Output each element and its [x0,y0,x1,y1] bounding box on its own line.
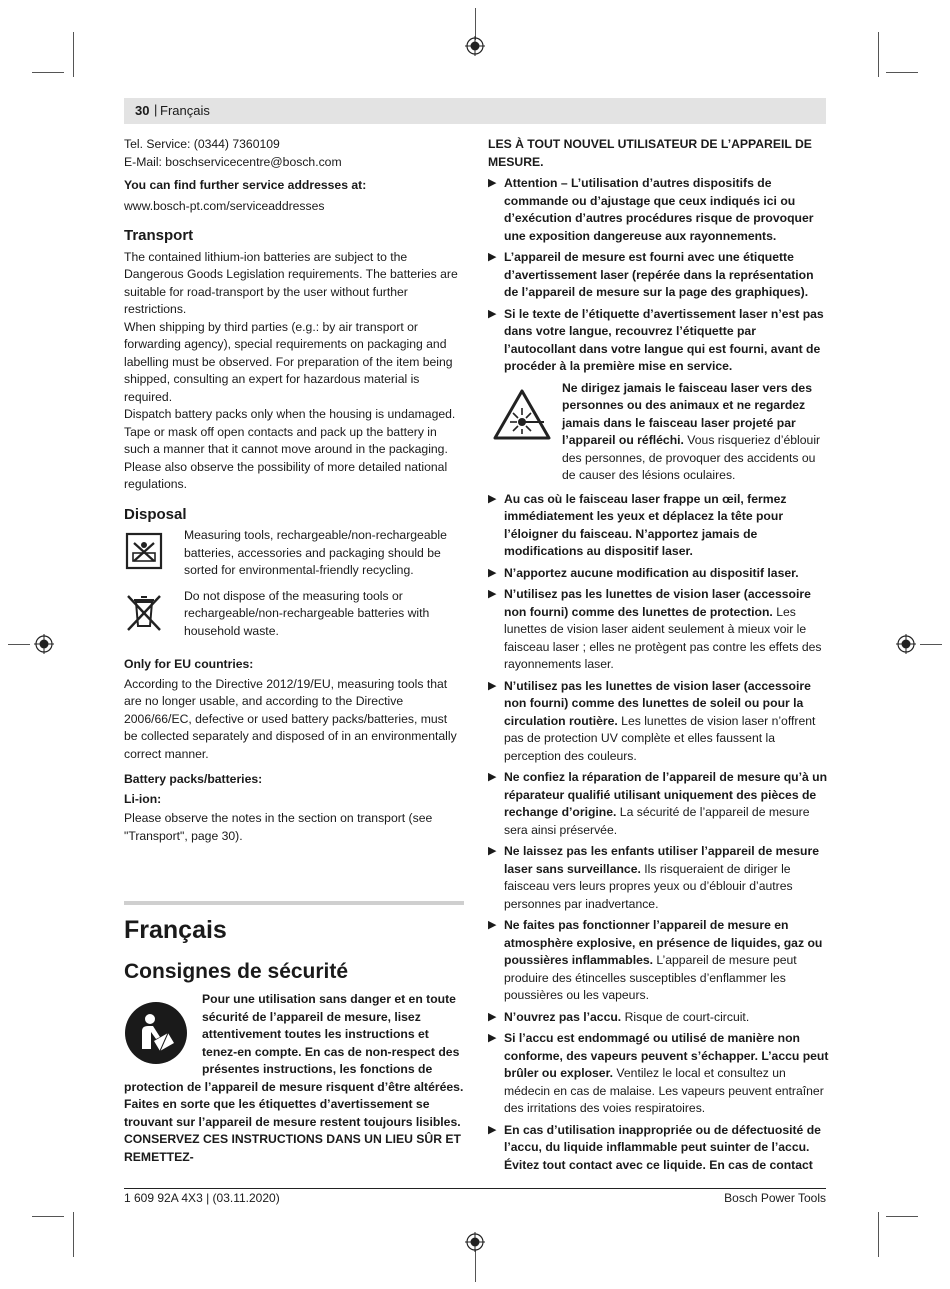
liion-heading: Li-ion: [124,791,162,806]
disposal-waste-text: Do not dispose of the measuring tools or rechargeable/non-rechargeable batteries with household waste. [184,588,430,638]
left-column [124,136,464,1166]
safety-item: ▶ L’appareil de mesure est fourni avec une étiquette d’avertissement laser (repérée dans la représentation de l’appareil de mesure sur la page des graphiques). [488,250,814,299]
header-separator: | [154,102,158,117]
battery-heading: Battery packs/batteries: [124,772,263,786]
safety-item: ▶ Si l’accu est endommagé ou utilisé de manière non conforme, des vapeurs peuvent s’échapper. L’accu peut brûler ou exploser. Ventilez le local et consultez un médecin en cas de malaise. Les vapeurs peuvent entraîner des irritations des voies respiratoires. [488,1031,829,1115]
crop-mark [475,1250,476,1282]
transport-paragraph: Dispatch battery packs only when the housing is undamaged. Tape or mask off open contacts and pack up the battery in such a manner that it cannot move around in the packaging. Please also observe the possibility of more detailed national regulations. [124,407,456,491]
laser-warning-row [488,380,830,485]
registration-mark-icon [34,634,54,654]
safety-intro-block [124,991,464,1166]
disposal-waste-row [124,588,464,645]
footer-rule [124,1188,826,1189]
disposal-recycling-row [124,527,464,584]
disposal-recycling-text: Measuring tools, rechargeable/non-rechargeable batteries, accessories and packaging should be sorted for environmental-friendly recycling. [184,528,447,577]
liion-text: Please observe the notes in the section on transport (see "Transport", page 30). [124,811,433,843]
footer-brand: Bosch Power Tools [724,1191,826,1205]
registration-mark-icon [896,634,916,654]
registration-mark-icon [465,1232,485,1252]
crop-mark [878,32,879,77]
laser-warning-icon [492,388,552,442]
crop-mark [73,1212,74,1257]
header-section: Français [160,103,210,118]
safety-intro-text: Pour une utilisation sans danger et en toute sécurité de l’appareil de mesure, lisez attentivement toutes les instructions et tenez-en compte. En cas de non-respect des présentes instructions, les fonctions de protection de l’appareil de mesure risquent d’être altérées. Faites en sorte que les étiquettes d’avertissement se trouvant sur l’appareil de mesure restent toujours lisibles. CONSERVEZ CES INSTRUCTIONS DANS UN LIEU SÛR ET REMETTEZ- [124,992,464,1164]
safety-item: ▶ Ne laissez pas les enfants utiliser l’appareil de mesure laser sans surveillance. Ils risqueraient de diriger le faisceau vers leurs propres yeux ou d’éblouir d’autres personnes par inadvertance. [488,844,819,911]
service-url: www.bosch-pt.com/serviceaddresses [124,198,325,213]
eu-heading: Only for EU countries: [124,657,254,671]
crop-mark [920,644,942,645]
page-number: 30 [135,103,150,118]
safety-intro-continuation: LES À TOUT NOUVEL UTILISATEUR DE L’APPAREIL DE MESURE. [488,137,812,169]
page-header [124,98,826,124]
crossed-bin-icon [124,592,164,632]
recycling-icon [124,531,164,571]
crop-mark [8,644,30,645]
transport-heading: Transport [124,227,194,244]
right-column [488,136,830,1178]
safety-item: ▶ N’utilisez pas les lunettes de vision laser (accessoire non fourni) comme des lunettes de protection. Les lunettes de vision laser aident seulement à mieux voir le faisceau laser ; elles ne protègent pas contre les effets des rayonnements laser. [488,587,822,671]
service-tel: Tel. Service: (0344) 7360109 [124,137,280,151]
francais-heading: Français [124,916,227,944]
eu-text: According to the Directive 2012/19/EU, measuring tools that are no longer usable, and according to the Directive 2006/66/EC, defective or used battery packs/batteries, must be collected separately and disposed of in an environmentally correct manner. [124,676,457,761]
safety-item: ▶ Ne faites pas fonctionner l’appareil de mesure en atmosphère explosive, en présence de liquides, gaz ou poussières inflammables. L’appareil de mesure peut produire des étincelles susceptibles d’enflammer les poussières ou les vapeurs. [488,918,823,1002]
registration-mark-icon [465,36,485,56]
read-manual-icon [124,1001,188,1065]
safety-item: ▶ Si le texte de l’étiquette d’avertissement laser n’est pas dans votre langue, recouvrez l’étiquette par l’autocollant dans votre langue qui est fourni, avant de procéder à la première mise en service. [488,306,824,373]
crop-mark [878,1212,879,1257]
safety-item: ▶ N’apportez aucune modification au dispositif laser. [488,565,799,580]
safety-item: ▶ Ne confiez la réparation de l’appareil de mesure qu’à un réparateur qualifié utilisant uniquement des pièces de rechange d’origine. La sécurité de l’appareil de mesure sera ainsi préservée. [488,770,828,837]
safety-item: ▶ Au cas où le faisceau laser frappe un œil, fermez immédiatement les yeux et déplacez la tête pour l’éloigner du faisceau. N’apportez jamais de modifications au dispositif laser. [488,491,787,558]
crop-mark [886,1216,918,1217]
crop-mark [32,1216,64,1217]
crop-mark [73,32,74,77]
service-email: E-Mail: boschservicecentre@bosch.com [124,154,342,169]
footer-doc-id: 1 609 92A 4X3 | (03.11.2020) [124,1191,280,1205]
crop-mark [886,72,918,73]
crop-mark [32,72,64,73]
laser-warning-text: Ne dirigez jamais le faisceau laser vers des personnes ou des animaux et ne regardez jamais dans le faisceau laser projeté par l’appareil ou réfléchi. Vous risqueriez d’éblouir des personnes, de provoquer des accidents ou de causer des lésions oculaires. [562,380,821,482]
consignes-heading: Consignes de sécurité [124,960,349,983]
safety-item: ▶ N’utilisez pas les lunettes de vision laser (accessoire non fourni) comme des lunettes de soleil ou pour la circulation routière. Les lunettes de vision laser n’offrent pas de protection UV complète et elles faussent la perception des couleurs. [488,678,816,763]
safety-item: ▶ N’ouvrez pas l’accu. Risque de court-circuit. [488,1009,750,1024]
transport-paragraph: The contained lithium-ion batteries are subject to the Dangerous Goods Legislation requirements. The batteries are suitable for road-transport by the user without further restrictions. [124,249,458,316]
disposal-heading: Disposal [124,505,187,523]
safety-list [488,491,830,1175]
transport-paragraph: When shipping by third parties (e.g.: by air transport or forwarding agency), special requirements on packaging and labelling must be observed. For preparation of the item being shipped, consulting an expert for hazardous material is required. [124,319,453,404]
safety-item: ▶ En cas d’utilisation inappropriée ou de défectuosité de l’accu, du liquide inflammable peut suinter de l’accu. Évitez tout contact avec ce liquide. En cas de contact [488,1122,821,1172]
service-more-label: You can find further service addresses at: [124,178,367,192]
safety-item: ▶ Attention – L’utilisation d’autres dispositifs de commande ou d’ajustage que ceux indiqués ici ou d’exécution d’autres procédures risque de provoquer une exposition dangereuse aux rayonnements. [488,176,814,243]
safety-list [488,175,830,376]
section-divider [124,901,464,905]
